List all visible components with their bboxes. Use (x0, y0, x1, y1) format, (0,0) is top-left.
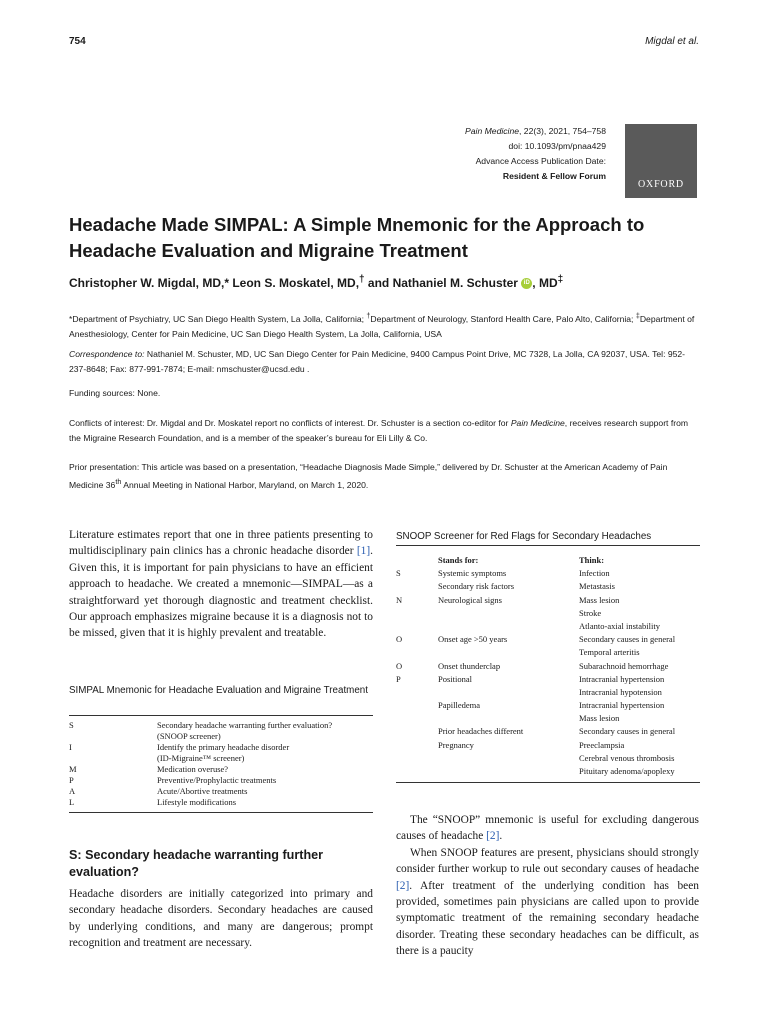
think-cell: Intracranial hypertension (579, 700, 665, 711)
think-cell: Subarachnoid hemorrhage (579, 660, 669, 671)
running-header-authors: Migdal et al. (645, 36, 699, 47)
snoop-text-2: . (499, 830, 503, 843)
mnemonic-description: (ID-Migraine™ screener) (157, 753, 245, 763)
snoop-letter: O (396, 634, 403, 645)
snoop-table (396, 545, 700, 783)
conflicts-text-2: , receives research support from the Migraine Research Foundation, and is a member of the speaker’s bureau for Eli Lilly & Co. (69, 418, 689, 443)
table-row (396, 765, 700, 778)
section-body: Headache disorders are initially categorized into primary and secondary headache disorders. Secondary headaches are caused by underlying conditions, and many are dangerous; prompt recognition and treatment are necessary. (69, 888, 373, 950)
journal-name: Pain Medicine (465, 126, 520, 136)
think-cell: Mass lesion (579, 594, 620, 605)
table-row (396, 752, 700, 765)
table-row (69, 731, 373, 742)
mnemonic-letter: A (69, 786, 76, 796)
correspondence-label: Correspondence to: (69, 349, 145, 359)
table-row (69, 742, 373, 753)
snoop-letter (396, 580, 438, 593)
snoop-letter (396, 712, 438, 725)
think-cell: Cerebral venous thrombosis (579, 752, 675, 763)
mnemonic-description: Acute/Abortive treatments (157, 786, 248, 796)
snoop-letter (396, 620, 438, 633)
mnemonic-letter: P (69, 775, 74, 785)
think-cell: Intracranial hypotension (579, 686, 662, 697)
author-ddagger: ‡ (557, 274, 564, 285)
think-cell: Intracranial hypertension (579, 673, 665, 684)
affiliation-1: *Department of Psychiatry, UC San Diego Health System, La Jolla, California; (69, 313, 367, 324)
simpal-table (69, 715, 373, 813)
article-title: Headache Made SIMPAL: A Simple Mnemonic for the Approach to Headache Evaluation and Migraine Treatment (69, 214, 645, 261)
stands-for-cell: Neurological signs (438, 594, 502, 605)
think-cell: Secondary causes in general (579, 726, 676, 737)
table-row (69, 797, 373, 808)
table-rule (396, 782, 700, 783)
conflicts-statement (69, 416, 699, 446)
think-cell: Preeclampsia (579, 739, 625, 750)
snoop-letter: S (396, 568, 401, 579)
snoop-letter: P (396, 673, 401, 684)
author-dagger: † (359, 274, 365, 285)
snoop-letter (396, 725, 438, 738)
prior-text-1: Prior presentation: This article was based on a presentation, “Headache Diagnosis Made Simple,” delivered by Dr. Schuster at the American Academy of Pain Medicine 36 (69, 462, 668, 490)
affiliation-ddagger: ‡ (635, 312, 640, 320)
table-row (396, 620, 700, 633)
snoop-letter (396, 739, 438, 752)
table-row (396, 646, 700, 659)
table-row (69, 753, 373, 764)
intro-text-1: Literature estimates report that one in three patients presenting to multidisciplinary pain clinics has a chronic headache disorder (69, 529, 373, 558)
snoop-letter (396, 646, 438, 659)
stands-for-cell: Prior headaches different (438, 726, 524, 737)
oxford-logo-text: OXFORD (638, 179, 684, 190)
think-cell: Infection (579, 568, 610, 579)
think-cell: Mass lesion (579, 713, 620, 724)
author-text-2: and Nathaniel M. Schuster (364, 276, 522, 290)
mnemonic-description: (SNOOP screener) (157, 731, 221, 741)
table-row (69, 764, 373, 775)
snoop-text-3: When SNOOP features are present, physicians should strongly consider further workup to rule out secondary causes of headache (396, 846, 699, 876)
citation-link[interactable]: [2] (396, 879, 410, 892)
journal-doi[interactable]: doi: 10.1093/pm/pnaa429 (508, 141, 606, 151)
affiliations (69, 309, 699, 342)
page-number: 754 (69, 36, 86, 47)
author-list (69, 274, 709, 290)
table-row (396, 699, 700, 712)
table-row (69, 775, 373, 786)
mnemonic-letter: I (69, 742, 72, 752)
table-header-row (396, 554, 700, 567)
snoop-text-4: . After treatment of the underlying condition has been provided, sometimes pain physicians are called upon to provide symptomatic treatment of the remaining secondary headache disorder. Treating these secondary headaches can be difficult, as there is a paucity (396, 879, 699, 958)
snoop-letter (396, 607, 438, 620)
correspondence (69, 347, 699, 377)
stands-for-cell: Secondary risk factors (438, 581, 515, 592)
stands-for-cell (438, 646, 579, 659)
affiliation-dagger: † (366, 312, 371, 320)
stands-for-cell: Systemic symptoms (438, 568, 507, 579)
table-row (396, 607, 700, 620)
stands-for-cell (438, 752, 579, 765)
intro-paragraph (69, 527, 373, 642)
think-cell: Stroke (579, 607, 602, 618)
stands-for-cell: Pregnancy (438, 739, 474, 750)
snoop-letter (396, 699, 438, 712)
table-row (396, 673, 700, 686)
snoop-letter (396, 752, 438, 765)
table-row (396, 660, 700, 673)
table-row (396, 712, 700, 725)
think-cell: Temporal arteritis (579, 647, 640, 658)
think-cell: Pituitary adenoma/apoplexy (579, 766, 675, 776)
journal-section: Resident & Fellow Forum (502, 171, 606, 181)
snoop-letter (396, 765, 438, 778)
snoop-letter (396, 686, 438, 699)
snoop-text-1: The “SNOOP” mnemonic is useful for excluding dangerous causes of headache (396, 814, 699, 843)
conflicts-text-1: Conflicts of interest: Dr. Migdal and Dr. Moskatel report no conflicts of interest. Dr. Schuster is a section co-editor for (69, 418, 511, 428)
think-cell: Metastasis (579, 581, 615, 592)
table-row (396, 725, 700, 738)
mnemonic-letter: L (69, 797, 75, 807)
funding-statement: Funding sources: None. (69, 388, 161, 398)
mnemonic-description: Lifestyle modifications (157, 797, 237, 807)
snoop-paragraphs (396, 812, 699, 960)
mnemonic-letter (69, 731, 157, 742)
mnemonic-description: Secondary headache warranting further evaluation? (157, 720, 333, 730)
think-cell: Atlanto-axial instability (579, 620, 660, 631)
journal-volume: , 22(3), 2021, 754–758 (519, 126, 606, 136)
mnemonic-description: Preventive/Prophylactic treatments (157, 775, 277, 785)
table-row (396, 633, 700, 646)
prior-sup: th (115, 478, 122, 486)
prior-presentation (69, 460, 699, 493)
table-row (396, 739, 700, 752)
table-row (69, 720, 373, 731)
snoop-table-caption: SNOOP Screener for Red Flags for Secondary Headaches (396, 531, 652, 542)
stands-for-cell (438, 686, 579, 699)
affiliation-3: Department of Anesthesiology, Center for Pain Medicine, UC San Diego Health System, La Jolla, California, USA (69, 313, 695, 339)
simpal-table-caption: SIMPAL Mnemonic for Headache Evaluation and Migraine Treatment (69, 685, 368, 696)
citation-link[interactable]: [2] (486, 830, 500, 843)
affiliation-2: Department of Neurology, Stanford Health Care, Palo Alto, California; (370, 313, 636, 324)
orcid-icon[interactable]: iD (521, 278, 532, 289)
stands-for-cell (438, 620, 579, 633)
stands-for-cell (438, 712, 579, 725)
correspondence-text: Nathaniel M. Schuster, MD, UC San Diego Center for Pain Medicine, 9400 Campus Point Drive, MC 7328, La Jolla, CA 92037, USA. Tel: 952-237-8648; Fax: 877-991-7874; E-mail: nmschuster@ucsd.edu . (69, 349, 686, 374)
conflicts-journal: Pain Medicine (510, 418, 565, 428)
table-row (396, 686, 700, 699)
snoop-letter: O (396, 660, 403, 671)
table-row (396, 580, 700, 593)
journal-info (386, 124, 606, 184)
mnemonic-description: Medication overuse? (157, 764, 229, 774)
table-rule (69, 812, 373, 813)
mnemonic-letter: M (69, 764, 77, 774)
column-header-think: Think: (579, 555, 605, 565)
mnemonic-letter (69, 753, 157, 764)
oxford-logo (625, 124, 697, 198)
stands-for-cell: Positional (438, 673, 473, 684)
citation-link[interactable]: [1] (356, 545, 371, 558)
table-row (69, 786, 373, 797)
stands-for-cell: Onset thunderclap (438, 660, 501, 671)
column-header-stands: Stands for: (438, 555, 479, 565)
think-cell: Secondary causes in general (579, 634, 676, 645)
prior-text-2: Annual Meeting in National Harbor, Maryland, on March 1, 2020. (121, 479, 369, 490)
section-heading: S: Secondary headache warranting further evaluation? (69, 848, 324, 879)
author-text-3: , MD (532, 276, 558, 290)
stands-for-cell (438, 607, 579, 620)
table-row (396, 567, 700, 580)
snoop-letter: N (396, 594, 403, 605)
mnemonic-description: Identify the primary headache disorder (157, 742, 290, 752)
stands-for-cell (438, 765, 579, 778)
intro-text-2: . Given this, it is important for pain physicians to have an efficient approach to headache. We created a mnemonic—SIMPAL—as a straightforward yet thorough diagnostic and treatment checklist. Our approach emphasizes migraine because it is a diagnosis not to be missed, given that it is highly prevalent and treatable. (69, 545, 373, 640)
stands-for-cell: Onset age >50 years (438, 634, 508, 645)
journal-advance-access: Advance Access Publication Date: (475, 156, 606, 166)
mnemonic-letter: S (69, 720, 74, 730)
table-row (396, 594, 700, 607)
author-text-1: Christopher W. Migdal, MD,* Leon S. Moskatel, MD, (69, 276, 360, 290)
stands-for-cell: Papilledema (438, 700, 481, 711)
